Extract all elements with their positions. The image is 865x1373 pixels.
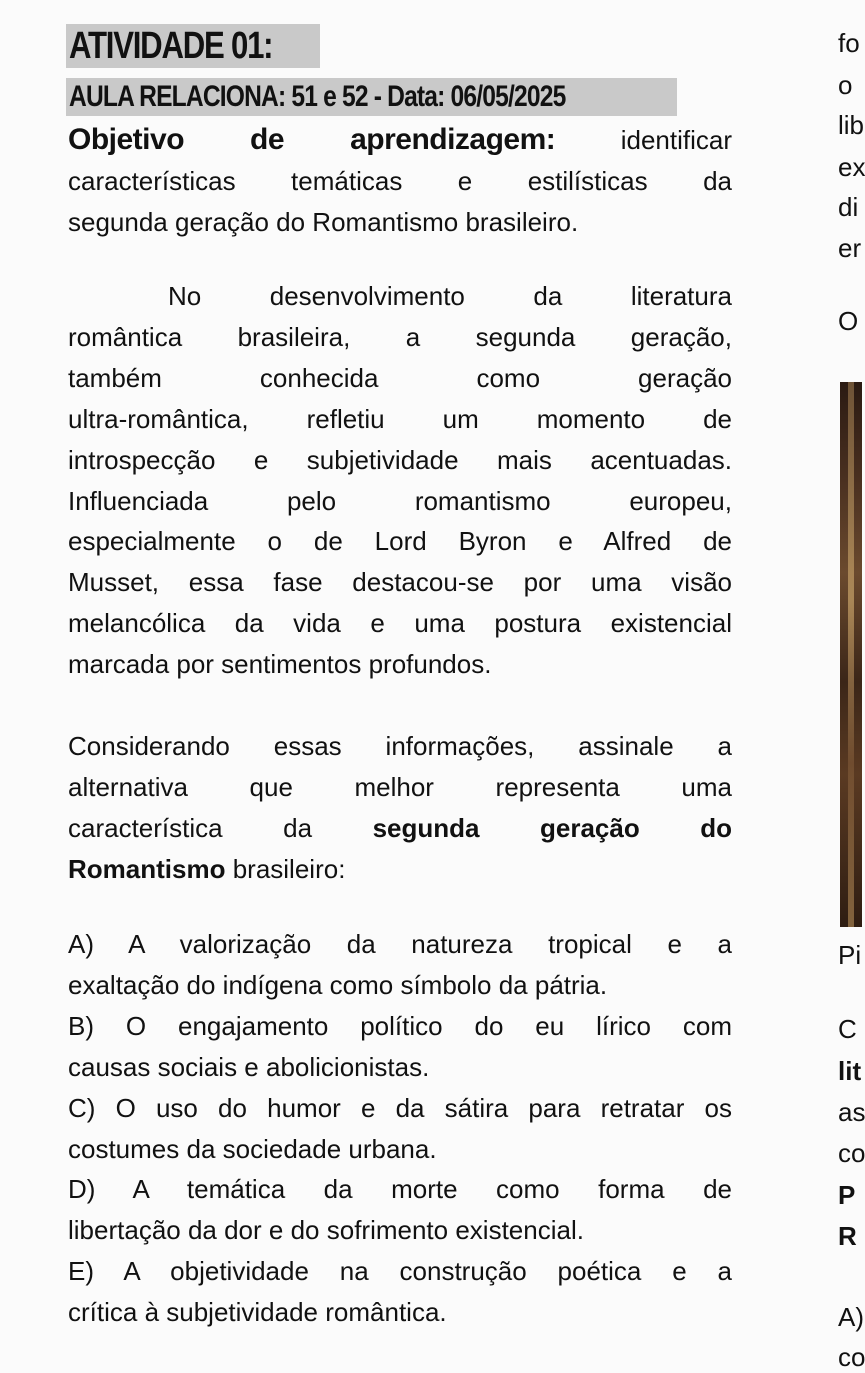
- fragment-text: A): [838, 1302, 864, 1332]
- fragment-text: fo: [838, 28, 860, 58]
- fragment-text: O: [838, 306, 859, 336]
- option-b[interactable]: B) O engajamento político do eu lírico com causas sociais e abolicionistas.: [68, 1010, 732, 1082]
- para-line: introspecção e subjetividade mais acentuadas.: [68, 444, 732, 475]
- fragment-text: C: [838, 1014, 857, 1044]
- objective-line-3: segunda geração do Romantismo brasileiro.: [68, 206, 579, 237]
- objective-text-1: identificar: [620, 125, 732, 155]
- objective-line-2: características temáticas e estilísticas da: [68, 165, 732, 196]
- option-c[interactable]: C) O uso do humor e da sátira para retratar os costumes da sociedade urbana.: [68, 1092, 732, 1164]
- fragment-text: R: [838, 1221, 857, 1251]
- option-d[interactable]: D) A temática da morte como forma de libertação da dor e do sofrimento existencial.: [68, 1174, 732, 1246]
- para-line: melancólica da vida e uma postura existencial: [68, 608, 732, 639]
- para-line: Influenciada pelo romantismo europeu,: [68, 485, 732, 516]
- para-line: marcada por sentimentos profundos.: [68, 649, 492, 680]
- subtitle-highlight: [66, 78, 677, 116]
- activity-title: ATIVIDADE 01:: [69, 25, 273, 67]
- adjacent-page-fragment: [838, 0, 865, 1372]
- fragment-text: o: [838, 70, 853, 100]
- objective-block: [68, 120, 732, 243]
- para-line: também conhecida como geração: [68, 362, 732, 393]
- para-line: romântica brasileira, a segunda geração,: [68, 321, 732, 352]
- question-line: Romantismo brasileiro:: [68, 853, 346, 884]
- option-e[interactable]: E) A objetividade na construção poética e a crítica à subjetividade romântica.: [68, 1256, 732, 1328]
- fragment-text: ex: [838, 152, 865, 182]
- option-a[interactable]: A) A valorização da natureza tropical e a exaltação do indígena como símbolo da pátria.: [68, 929, 732, 1000]
- question-line: característica da segunda geração do: [68, 812, 733, 843]
- para-line: No desenvolvimento da literatura: [168, 281, 732, 311]
- intro-paragraph: [68, 276, 732, 685]
- fragment-text: er: [838, 233, 862, 263]
- bold-term: segunda geração do: [372, 812, 733, 843]
- fragment-text: lit: [838, 1056, 862, 1086]
- question-line: Considerando essas informações, assinale a: [68, 731, 732, 761]
- question-block: [68, 726, 732, 890]
- title-highlight: [66, 24, 320, 68]
- fragment-text: co: [838, 1342, 865, 1372]
- fragment-text: di: [838, 192, 859, 222]
- fragment-text: Pi: [838, 940, 862, 970]
- para-line: Musset, essa fase destacou-se por uma visão: [68, 567, 732, 598]
- objective-label: Objetivo de aprendizagem:: [68, 123, 556, 156]
- para-line: especialmente o de Lord Byron e Alfred de: [68, 526, 732, 557]
- fragment-text: lib: [838, 110, 865, 140]
- question-line: alternativa que melhor representa uma: [68, 771, 732, 802]
- bold-term: Romantismo: [68, 853, 226, 884]
- fragment-text: as: [838, 1097, 865, 1127]
- fragment-text: co: [838, 1138, 865, 1168]
- para-line: ultra-romântica, refletiu um momento de: [68, 403, 732, 434]
- fragment-text: P: [838, 1180, 856, 1210]
- lesson-subtitle: AULA RELACIONA: 51 e 52 - Data: 06/05/2025: [69, 80, 566, 113]
- options-list: [68, 924, 732, 1333]
